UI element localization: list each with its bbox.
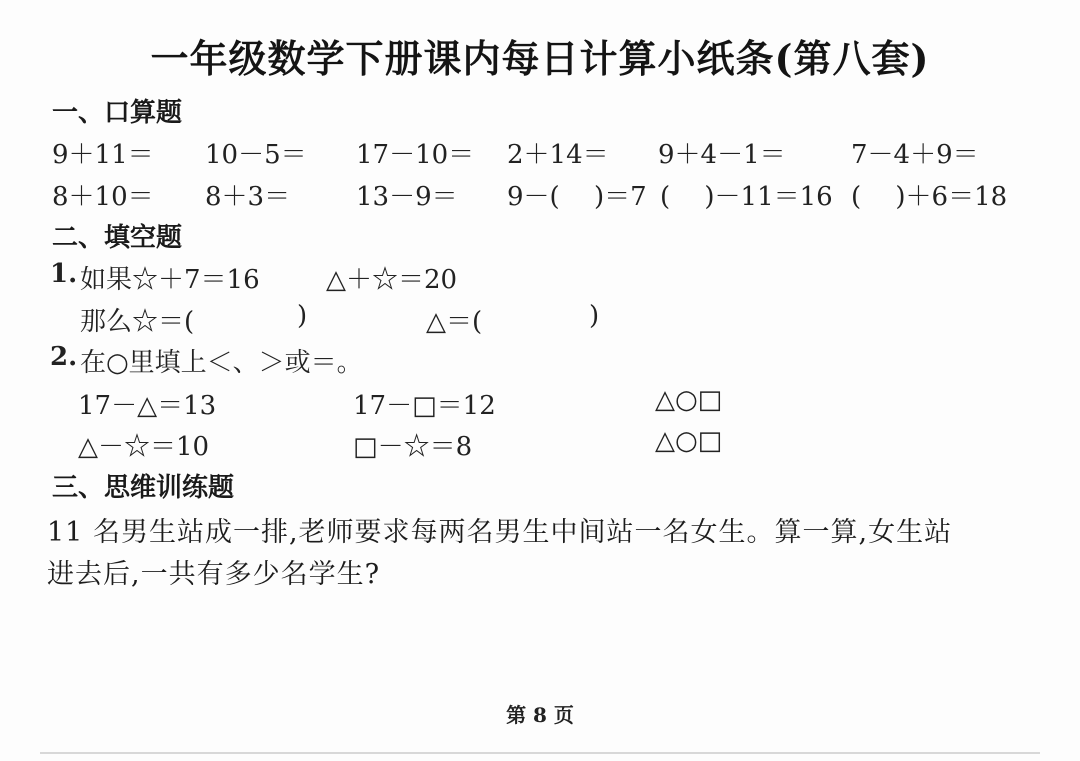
oral-problem: 7－4＋9＝ [851, 140, 979, 170]
oral-problem: 13－9＝ [356, 182, 458, 212]
fill-answer-prompt: 那么☆＝( [80, 307, 195, 337]
oral-problem: 10－5＝ [205, 140, 307, 170]
oral-problem: 2＋14＝ [507, 140, 609, 170]
fill-problem: 如果☆＋7＝16 [80, 265, 260, 295]
fill-answer-close: ) [297, 301, 308, 331]
compare-problem: △－☆＝10 [78, 432, 210, 462]
oral-problem: ( )－11＝16 [660, 182, 833, 212]
fill-problem: △＋☆＝20 [326, 265, 458, 295]
fill-answer-prompt: △＝( [426, 307, 483, 337]
oral-problem: 9－( )＝7 [507, 182, 647, 212]
question-number: 2. [50, 342, 78, 372]
page-number: 第 8 页 [506, 703, 574, 727]
oral-problem: 17－10＝ [356, 140, 475, 170]
page-title: 一年级数学下册课内每日计算小纸条(第八套) [150, 36, 930, 81]
compare-problem: □－☆＝8 [353, 432, 473, 462]
oral-problem: 9＋4－1＝ [658, 140, 786, 170]
oral-problem: 8＋10＝ [52, 182, 154, 212]
compare-problem: 17－□＝12 [353, 391, 496, 421]
oral-problem: ( )＋6＝18 [851, 182, 1008, 212]
question-instruction: 在○里填上＜、＞或＝。 [80, 348, 363, 378]
section-heading-fill-blank: 二、填空题 [52, 223, 183, 253]
compare-blank: △○□ [655, 426, 723, 456]
question-number: 1. [50, 259, 78, 289]
word-problem-line: 11 名男生站成一排,老师要求每两名男生中间站一名女生。算一算,女生站 [47, 517, 953, 548]
compare-problem: 17－△＝13 [78, 391, 217, 421]
oral-problem: 9＋11＝ [52, 140, 154, 170]
compare-blank: △○□ [655, 385, 723, 415]
word-problem-line: 进去后,一共有多少名学生? [47, 559, 381, 590]
oral-problem: 8＋3＝ [205, 182, 291, 212]
fill-answer-close: ) [589, 301, 600, 331]
scan-edge-divider [40, 752, 1040, 754]
section-heading-thinking: 三、思维训练题 [52, 473, 235, 503]
section-heading-oral-calculation: 一、口算题 [52, 98, 183, 128]
